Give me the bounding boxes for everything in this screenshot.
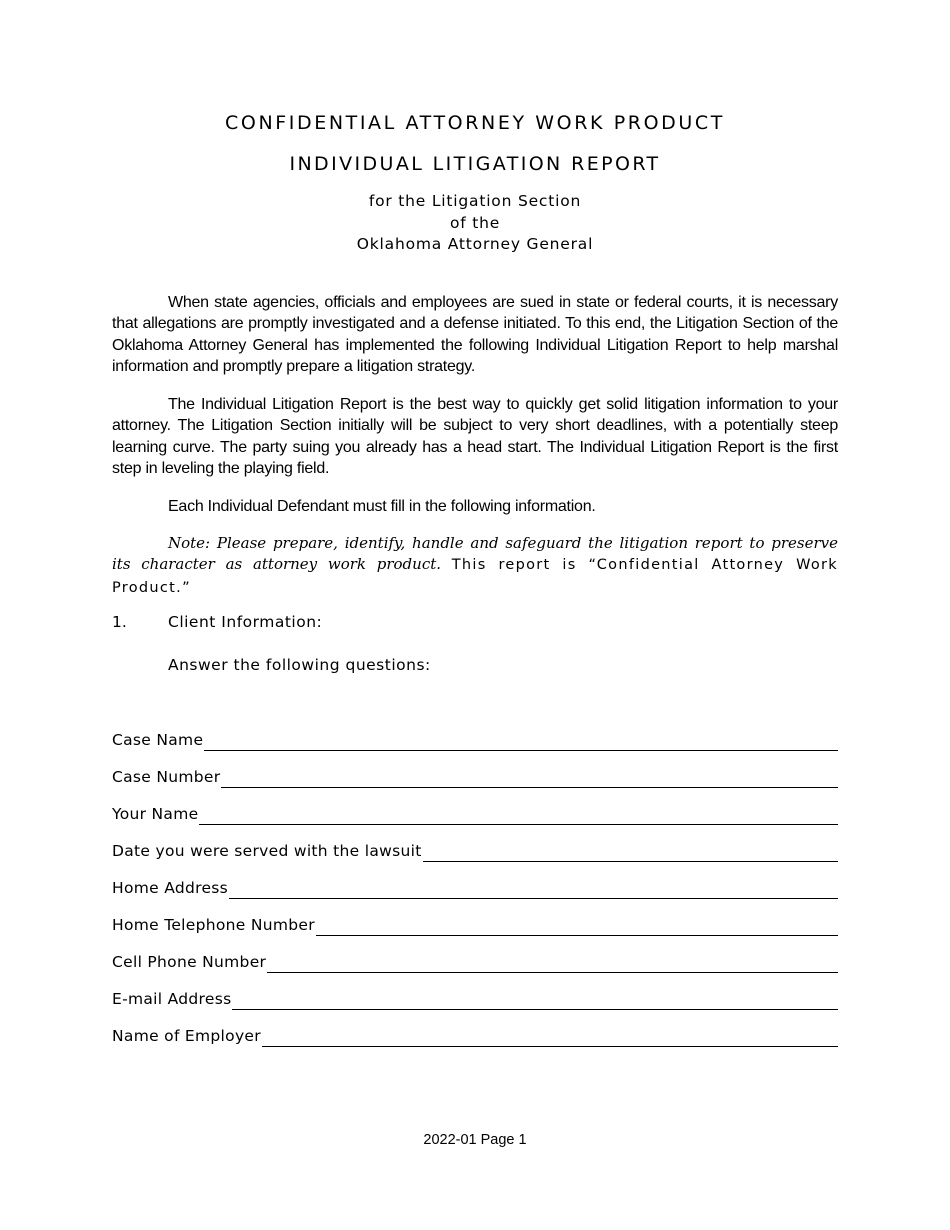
- document-title: CONFIDENTIAL ATTORNEY WORK PRODUCT: [225, 112, 725, 134]
- home-address-label: Home Address: [112, 879, 229, 897]
- subtitle-line-1: for the Litigation Section: [368, 192, 582, 210]
- case-name-label: Case Name: [112, 731, 204, 749]
- section-number: 1.: [112, 613, 127, 631]
- home-phone-field[interactable]: [316, 917, 838, 936]
- case-number-field[interactable]: [221, 769, 838, 788]
- home-phone-row: [112, 914, 838, 936]
- page-footer: 2022-01 Page 1: [423, 1132, 527, 1148]
- served-date-row: [112, 840, 838, 862]
- employer-field[interactable]: [262, 1028, 838, 1047]
- section-heading: Client Information:: [168, 613, 323, 631]
- your-name-row: [112, 803, 838, 825]
- cell-phone-field[interactable]: [267, 954, 838, 973]
- home-phone-label: Home Telephone Number: [112, 916, 315, 934]
- intro-paragraph: When state agencies, officials and employees are sued in state or federal courts, it is necessary that allegations are promptly investigated and a defense initiated. To this end, the Litigation Section of the Oklahoma Attorney General has implemented the following Individual Litigation Report to help marshal information and promptly prepare a litigation strategy.: [112, 294, 838, 375]
- cell-phone-label: Cell Phone Number: [112, 953, 267, 971]
- case-number-row: [112, 766, 838, 788]
- served-date-field[interactable]: [423, 843, 838, 862]
- case-name-field[interactable]: [204, 732, 838, 751]
- note-plain-text: This report is “Confidential Attorney Work Product.”: [112, 557, 838, 596]
- your-name-field[interactable]: [199, 806, 838, 825]
- instruction-paragraph: Each Individual Defendant must fill in the following information.: [168, 498, 596, 515]
- served-date-label: Date you were served with the lawsuit: [112, 842, 422, 860]
- employer-label: Name of Employer: [112, 1027, 261, 1045]
- report-title: INDIVIDUAL LITIGATION REPORT: [289, 153, 661, 175]
- subtitle-line-3: Oklahoma Attorney General: [356, 235, 594, 253]
- note-paragraph: [112, 533, 838, 599]
- email-label: E-mail Address: [112, 990, 232, 1008]
- section-instruction: Answer the following questions:: [168, 656, 431, 674]
- subtitle-line-2: of the: [449, 214, 501, 232]
- email-field[interactable]: [232, 991, 838, 1010]
- case-number-label: Case Number: [112, 768, 221, 786]
- your-name-label: Your Name: [112, 805, 199, 823]
- cell-phone-row: [112, 951, 838, 973]
- case-name-row: [112, 729, 838, 751]
- note-italic-text: Note: Please prepare, identify, handle and safeguard the litigation report to preserve its character as attorney work product.: [112, 534, 838, 574]
- home-address-field[interactable]: [229, 880, 838, 899]
- employer-row: [112, 1025, 838, 1047]
- report-purpose-paragraph: The Individual Litigation Report is the best way to quickly get solid litigation information to your attorney. The Litigation Section initially will be subject to very short deadlines, with a potentially steep learning curve. The party suing you already has a head start. The Individual Litigation Report is the first step in leveling the playing field.: [112, 396, 838, 477]
- email-row: [112, 988, 838, 1010]
- home-address-row: [112, 877, 838, 899]
